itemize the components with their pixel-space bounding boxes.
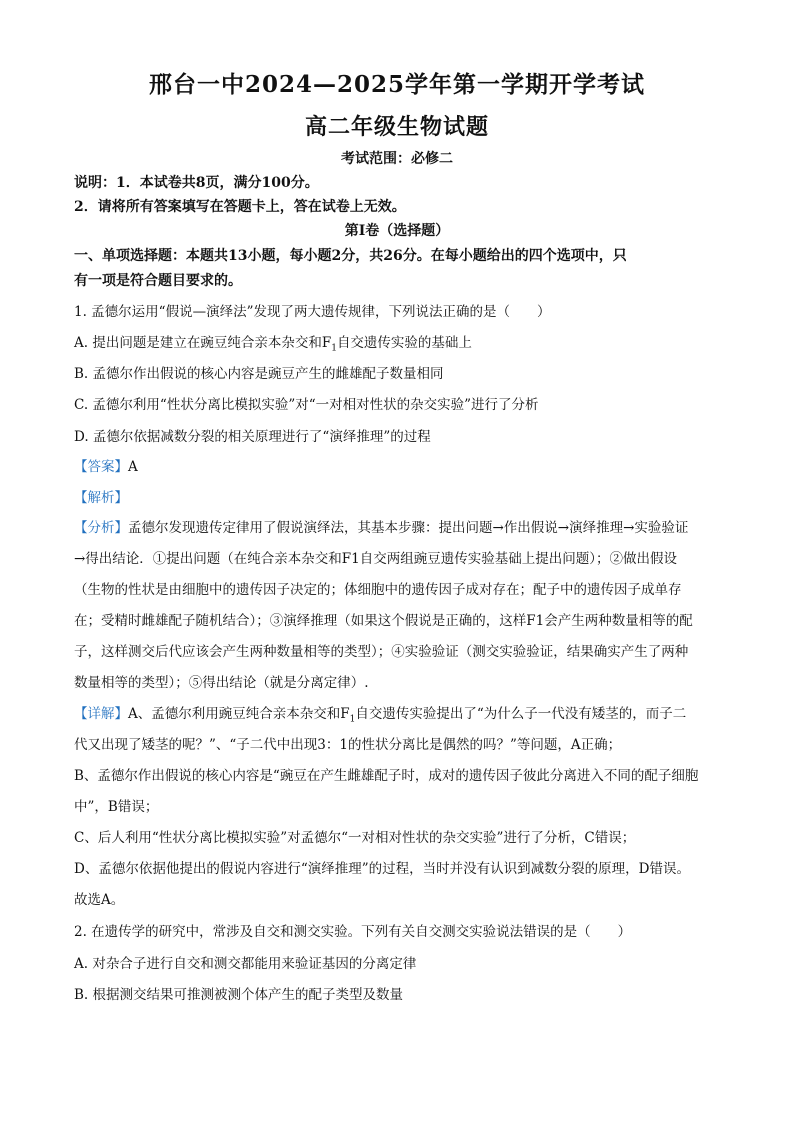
section-description-line-1: 一、单项选择题：本题共13小题，每小题2分，共26分。在每小题给出的四个选项中，只 (74, 248, 627, 264)
xiangjie-line-4: 中”，B错误； (74, 799, 159, 815)
answer-value: A (128, 459, 138, 475)
question-1-option-c: C. 孟德尔利用“性状分离比模拟实验”对“一对相对性状的杂交实验”进行了分析 (74, 397, 539, 413)
xiangjie-text-pre: A、孟德尔利用豌豆纯合亲本杂交和F (128, 706, 350, 722)
exam-title: 邢台一中2024—2025学年第一学期开学考试 (148, 71, 646, 98)
answer-line (74, 455, 138, 475)
xiangjie-text-post: 自交遗传实验提出了“为什么子一代没有矮茎的，而子二 (355, 706, 687, 722)
exam-scope: 考试范围：必修二 (341, 151, 453, 167)
xiangjie-line-3: B、孟德尔作出假说的核心内容是“豌豆在产生雌雄配子时，成对的遗传因子彼此分离进入不同的配子细胞 (74, 768, 699, 784)
xiangjie-line-7: 故选A。 (74, 892, 125, 908)
exam-subtitle: 高二年级生物试题 (304, 114, 489, 140)
question-1-option-a (74, 331, 472, 354)
fenxi-text-1: 孟德尔发现遗传定律用了假说演绎法，其基本步骤：提出问题→作出假说→演绎推理→实验验证 (128, 520, 689, 536)
fenxi-line-1 (74, 516, 688, 536)
question-1-stem: 1. 孟德尔运用“假说—演绎法”发现了两大遗传规律，下列说法正确的是（ ） (74, 304, 551, 320)
question-2-option-a: A. 对杂合子进行自交和测交都能用来验证基因的分离定律 (74, 956, 417, 972)
question-1-option-d: D. 孟德尔依据减数分裂的相关原理进行了“演绎推理”的过程 (74, 429, 431, 445)
analysis-tag: 【解析】 (74, 490, 128, 506)
xiangjie-line-5: C、后人利用“性状分离比模拟实验”对孟德尔“一对相对性状的杂交实验”进行了分析，C错误； (74, 830, 636, 846)
xiangjie-tag: 【详解】 (74, 706, 128, 722)
fenxi-tag: 【分析】 (74, 520, 128, 536)
xiangjie-subscript: 1 (349, 714, 356, 725)
question-2-stem: 2. 在遗传学的研究中，常涉及自交和测交实验。下列有关自交测交实验说法错误的是（ ） (74, 924, 632, 940)
xiangjie-line-1 (74, 702, 686, 725)
option-a-text-post: 自交遗传实验的基础上 (336, 335, 472, 351)
analysis-heading (74, 486, 128, 506)
instruction-line-1: 说明：1．本试卷共8页，满分100分。 (74, 175, 319, 191)
section-description-line-2: 有一项是符合题目要求的。 (74, 273, 242, 289)
fenxi-line-2: →得出结论．①提出问题（在纯合亲本杂交和F1自交两组豌豆遗传实验基础上提出问题）；②做出假设 (74, 551, 678, 567)
option-a-subscript: 1 (331, 343, 337, 354)
fenxi-line-6: 数量相等的类型）；⑤得出结论（就是分离定律）. (74, 675, 369, 691)
answer-tag: 【答案】 (74, 459, 128, 475)
xiangjie-line-6: D、孟德尔依据他提出的假说内容进行“演绎推理”的过程，当时并没有认识到减数分裂的原理，D错误。 (74, 861, 690, 877)
fenxi-line-3: （生物的性状是由细胞中的遗传因子决定的；体细胞中的遗传因子成对存在；配子中的遗传因子成单存 (74, 582, 682, 598)
question-2-option-b: B. 根据测交结果可推测被测个体产生的配子类型及数量 (74, 987, 404, 1003)
fenxi-line-4: 在；受精时雌雄配子随机结合）；③演绎推理（如果这个假说是正确的，这样F1会产生两种数量相等的配 (74, 613, 693, 629)
option-a-text-pre: A. 提出问题是建立在豌豆纯合亲本杂交和F (74, 335, 332, 351)
xiangjie-line-2: 代又出现了矮茎的呢？”、“子二代中出现3：1的性状分离比是偶然的吗？”等问题，A正确； (74, 737, 622, 753)
question-1-option-b: B. 孟德尔作出假说的核心内容是豌豆产生的雌雄配子数量相同 (74, 366, 444, 382)
fenxi-line-5: 子，这样测交后代应该会产生两种数量相等的类型）；④实验验证（测交实验验证，结果确实产生了两种 (74, 644, 689, 660)
section-title: 第Ⅰ卷（选择题） (344, 223, 450, 239)
instruction-line-2: 2．请将所有答案填写在答题卡上，答在试卷上无效。 (74, 199, 406, 215)
